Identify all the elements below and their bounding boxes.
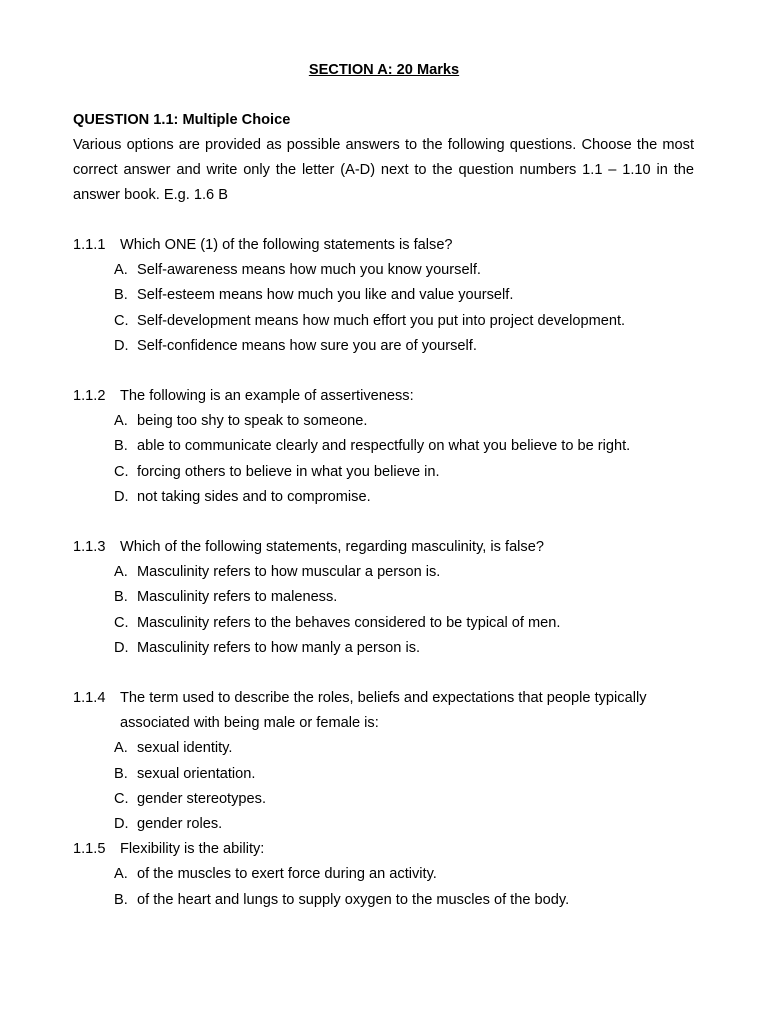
option-text: not taking sides and to compromise.: [137, 488, 371, 505]
question-item: [73, 535, 713, 661]
option-text: gender roles.: [137, 816, 223, 833]
question-stem: [73, 233, 713, 258]
option-letter: A.: [114, 262, 128, 279]
option-text: of the heart and lungs to supply oxygen to the muscles of the body.: [137, 891, 570, 908]
answer-option: [73, 585, 713, 610]
option-letter: B.: [114, 589, 128, 606]
option-letter: B.: [114, 287, 128, 304]
answer-option: [73, 460, 713, 485]
answer-option: [73, 485, 713, 510]
option-text: sexual orientation.: [137, 765, 256, 782]
question-text: Which of the following statements, regarding masculinity, is false?: [120, 539, 544, 556]
option-text: Self-development means how much effort you put into project development.: [137, 312, 626, 329]
answer-option: [73, 334, 713, 359]
option-letter: C.: [114, 614, 129, 631]
question-heading: QUESTION 1.1: Multiple Choice: [73, 112, 291, 128]
question-item: [73, 233, 713, 359]
question-text: Flexibility is the ability:: [120, 841, 265, 858]
question-number: 1.1.3: [73, 539, 106, 556]
option-letter: B.: [114, 438, 128, 455]
answer-option: [73, 560, 713, 585]
option-letter: A.: [114, 413, 128, 430]
question-item: [73, 384, 713, 510]
option-text: sexual identity.: [137, 740, 233, 757]
option-text: being too shy to speak to someone.: [137, 413, 368, 430]
option-text: Masculinity refers to the behaves considered to be typical of men.: [137, 614, 561, 631]
option-text: Self-awareness means how much you know yourself.: [137, 262, 481, 279]
option-letter: B.: [114, 765, 128, 782]
option-letter: A.: [114, 740, 128, 757]
question-item: [73, 837, 713, 913]
answer-option: [73, 812, 713, 837]
answer-option: [73, 862, 713, 887]
question-number: 1.1.2: [73, 388, 106, 405]
option-text: Self-esteem means how much you like and value yourself.: [137, 287, 514, 304]
question-stem: [73, 837, 713, 862]
option-text: gender stereotypes.: [137, 790, 266, 807]
instructions-paragraph: Various options are provided as possible answers to the following questions. Choose the most correct answer and write only the letter (A-D) next to the question numbers 1.1 – 1.10 in the answer book. E.g. 1.6 B: [73, 137, 694, 204]
answer-option: [73, 787, 713, 812]
option-text: able to communicate clearly and respectfully on what you believe to be right.: [137, 438, 631, 455]
option-text: Masculinity refers to how muscular a person is.: [137, 564, 441, 581]
answer-option: [73, 636, 713, 661]
option-letter: D.: [114, 337, 129, 354]
question-text: The term used to describe the roles, beliefs and expectations that people typically associated with being male or female is:: [120, 690, 647, 732]
question-stem: [73, 384, 713, 409]
question-list: [73, 233, 713, 913]
option-text: Masculinity refers to maleness.: [137, 589, 338, 606]
question-number: 1.1.1: [73, 237, 106, 253]
option-text: Self-confidence means how sure you are of yourself.: [137, 337, 477, 354]
question-text: The following is an example of assertiveness:: [120, 388, 414, 405]
question-number: 1.1.5: [73, 841, 106, 858]
answer-option: [73, 258, 713, 283]
question-number: 1.1.4: [73, 690, 106, 707]
option-text: of the muscles to exert force during an activity.: [137, 866, 437, 883]
option-text: Masculinity refers to how manly a person is.: [137, 639, 421, 656]
option-letter: D.: [114, 488, 129, 505]
question-text: Which ONE (1) of the following statements is false?: [120, 237, 453, 253]
option-letter: B.: [114, 891, 128, 908]
answer-option: [73, 888, 713, 913]
question-stem: [73, 535, 713, 560]
option-letter: A.: [114, 564, 128, 581]
answer-option: [73, 611, 713, 636]
option-letter: D.: [114, 816, 129, 833]
option-letter: C.: [114, 312, 129, 329]
question-stem: [73, 686, 713, 736]
option-letter: C.: [114, 463, 129, 480]
answer-option: [73, 434, 713, 459]
answer-option: [73, 283, 713, 308]
answer-option: [73, 736, 713, 761]
answer-option: [73, 762, 713, 787]
answer-option: [73, 409, 713, 434]
answer-option: [73, 309, 713, 334]
section-title: SECTION A: 20 Marks: [308, 62, 460, 78]
option-text: forcing others to believe in what you believe in.: [137, 463, 440, 480]
option-letter: A.: [114, 866, 128, 883]
option-letter: D.: [114, 639, 129, 656]
question-item: [73, 686, 713, 837]
option-letter: C.: [114, 790, 129, 807]
